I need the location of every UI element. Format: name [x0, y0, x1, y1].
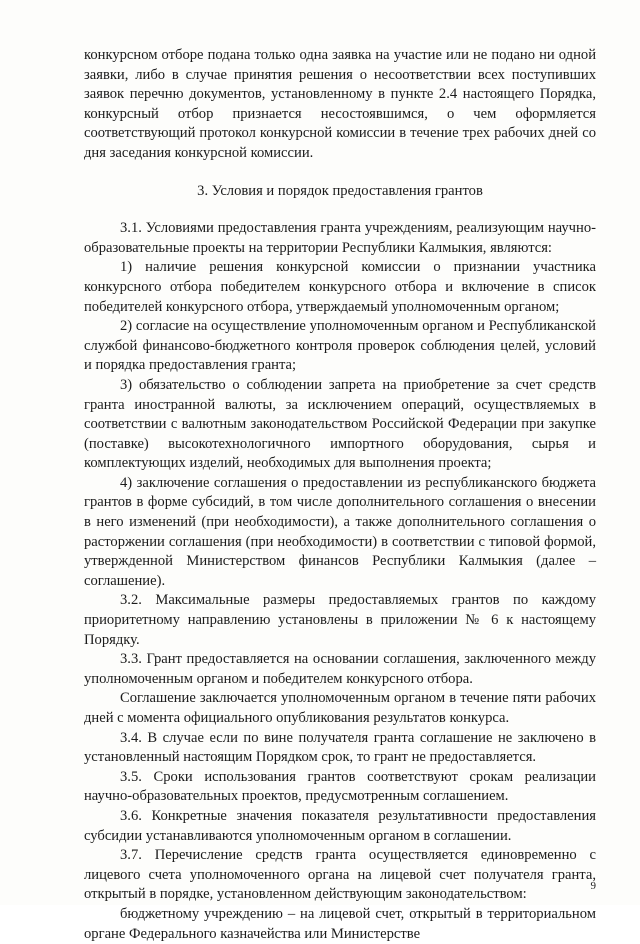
paragraph-budget-institution: бюджетному учреждению – на лицевой счет, открытый в территориальном органе Федерального казначейства или Министерстве — [84, 905, 596, 942]
section-heading: 3. Условия и порядок предоставления грантов — [197, 182, 483, 199]
condition-item-3: 3) обязательство о соблюдении запрета на приобретение за счет средств гранта иностранной валюты, за исключением операций, осуществляемых в соответствии с валютным законодательством Российской Федерации при закупке (поставке) высокотехнологичного импортного оборудования, сырья и комплектующих изделий, необходимых для выполнения проекта; — [84, 376, 596, 472]
intro-paragraph: конкурсном отборе подана только одна заявка на участие или не подано ни одной заявки, либо в случае принятия решения о несоответствии всех поступивших заявок перечню документов, установленному в пункте 2.4 настоящего Порядка, конкурсный отбор признается несостоявшимся, о чем оформляется соответствующий протокол конкурсной комиссии в течение трех рабочих дней со дня заседания конкурсной комиссии. — [84, 47, 596, 161]
paragraph-3-1: 3.1. Условиями предоставления гранта учреждениям, реализующим научно-образовательные проекты на территории Республики Калмыкия, являются: — [84, 220, 596, 256]
condition-item-2: 2) согласие на осуществление уполномоченным органом и Республиканской службой финансово-бюджетного контроля проверок соблюдения целей, условий и порядка предоставления гранта; — [84, 318, 596, 374]
page-number: 9 — [590, 880, 596, 892]
condition-item-1: 1) наличие решения конкурсной комиссии о признании участника конкурсного отбора победителем конкурсного отбора и включение в список победителей конкурсного отбора, утверждаемый уполномоченным органом; — [84, 259, 596, 315]
paragraph-3-7: 3.7. Перечисление средств гранта осуществляется единовременно с лицевого счета уполномоченного органа на лицевой счет получателя гранта, открытый в порядке, установленном действующим законодательством: — [84, 847, 596, 903]
page-body — [84, 46, 596, 944]
condition-item-4: 4) заключение соглашения о предоставлении из республиканского бюджета грантов в форме субсидий, в том числе дополнительного соглашения о внесении в него изменений (при необходимости), а также дополнительного соглашения о расторжении соглашения (при необходимости) в соответствии с типовой формой, утвержденной Министерством финансов Республики Калмыкия (далее – соглашение). — [84, 474, 596, 589]
paragraph-3-4: 3.4. В случае если по вине получателя гранта соглашение не заключено в установленный настоящим Порядком срок, то грант не предоставляется. — [84, 729, 596, 766]
paragraph-3-6: 3.6. Конкретные значения показателя результативности предоставления субсидии устанавливаются уполномоченным органом в соглашении. — [84, 807, 596, 844]
paragraph-3-2: 3.2. Максимальные размеры предоставляемых грантов по каждому приоритетному направлению установлены в приложении № 6 к настоящему Порядку. — [84, 592, 596, 648]
paragraph-3-5: 3.5. Сроки использования грантов соответствуют срокам реализации научно-образовательных проектов, предусмотренным соглашением. — [84, 768, 596, 805]
paragraph-agreement-term: Соглашение заключается уполномоченным органом в течение пяти рабочих дней с момента официального опубликования результатов конкурса. — [84, 690, 596, 726]
paragraph-3-3: 3.3. Грант предоставляется на основании соглашения, заключенного между уполномоченным органом и победителем конкурсного отбора. — [84, 651, 596, 687]
